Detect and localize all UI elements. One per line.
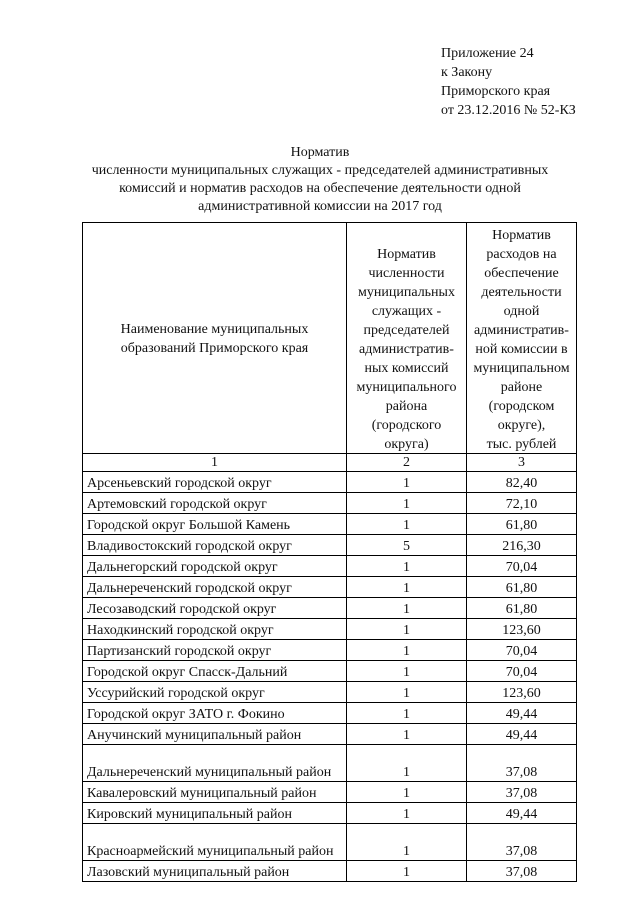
table-row xyxy=(83,598,577,619)
table-row xyxy=(83,745,577,782)
expense-amount: 70,04 xyxy=(467,640,577,661)
staff-count: 5 xyxy=(347,535,467,556)
municipality-name: Дальнереченский муниципальный район xyxy=(83,745,347,782)
header-text: Норматив xyxy=(492,228,551,243)
expense-amount: 70,04 xyxy=(467,661,577,682)
staff-count: 1 xyxy=(347,745,467,782)
appendix-line: к Закону xyxy=(441,65,493,80)
table-row xyxy=(83,640,577,661)
expense-amount: 37,08 xyxy=(467,824,577,861)
title-line: численности муниципальных служащих - председателей административных xyxy=(91,163,549,178)
header-text: округа) xyxy=(384,437,429,452)
header-text: одной xyxy=(503,304,540,319)
header-text: деятельности xyxy=(481,285,562,300)
title-line: административной комиссии на 2017 год xyxy=(198,199,442,214)
header-text: муниципального xyxy=(356,380,457,395)
table-row xyxy=(83,824,577,861)
municipality-name: Лазовский муниципальный район xyxy=(83,861,347,882)
header-text: служащих - xyxy=(371,304,442,319)
header-text: муниципальном xyxy=(473,361,570,376)
municipality-name: Находкинский городской округ xyxy=(83,619,347,640)
table-row xyxy=(83,535,577,556)
document-title xyxy=(60,144,580,216)
staff-count: 1 xyxy=(347,640,467,661)
expense-amount: 123,60 xyxy=(467,682,577,703)
header-text: Наименование муниципальных xyxy=(120,322,309,337)
municipality-name: Арсеньевский городской округ xyxy=(83,472,347,493)
staff-count: 1 xyxy=(347,724,467,745)
municipality-name: Артемовский городской округ xyxy=(83,493,347,514)
header-expense-norm xyxy=(467,223,577,454)
table-row xyxy=(83,782,577,803)
municipality-name: Лесозаводский городской округ xyxy=(83,598,347,619)
expense-amount: 216,30 xyxy=(467,535,577,556)
header-text: тыс. рублей xyxy=(486,437,557,452)
header-staff-norm xyxy=(347,223,467,454)
municipality-name: Кировский муниципальный район xyxy=(83,803,347,824)
municipality-name: Городской округ Большой Камень xyxy=(83,514,347,535)
expense-amount: 82,40 xyxy=(467,472,577,493)
table-row xyxy=(83,493,577,514)
header-text: численности xyxy=(368,266,445,281)
column-number-row xyxy=(83,454,577,472)
staff-count: 1 xyxy=(347,598,467,619)
staff-count: 1 xyxy=(347,472,467,493)
expense-amount: 49,44 xyxy=(467,803,577,824)
header-municipality xyxy=(83,223,347,454)
norms-table xyxy=(82,222,577,882)
municipality-name: Городской округ Спасск-Дальний xyxy=(83,661,347,682)
expense-amount: 123,60 xyxy=(467,619,577,640)
staff-count: 1 xyxy=(347,514,467,535)
table-row xyxy=(83,619,577,640)
appendix-line: Приложение 24 xyxy=(441,46,534,61)
municipality-name: Красноармейский муниципальный район xyxy=(83,824,347,861)
expense-amount: 37,08 xyxy=(467,745,577,782)
table-row xyxy=(83,703,577,724)
staff-count: 1 xyxy=(347,703,467,724)
municipality-name: Кавалеровский муниципальный район xyxy=(83,782,347,803)
table-row xyxy=(83,556,577,577)
title-line: комиссий и норматив расходов на обеспечение деятельности одной xyxy=(119,181,521,196)
table-row xyxy=(83,682,577,703)
staff-count: 1 xyxy=(347,619,467,640)
expense-amount: 37,08 xyxy=(467,861,577,882)
table-row xyxy=(83,724,577,745)
expense-amount: 61,80 xyxy=(467,598,577,619)
staff-count: 1 xyxy=(347,661,467,682)
header-text: Норматив xyxy=(377,247,436,262)
header-text: (городском xyxy=(488,399,555,414)
municipality-name: Уссурийский городской округ xyxy=(83,682,347,703)
column-number: 2 xyxy=(347,454,467,472)
header-text: районе xyxy=(500,380,543,395)
appendix-line: от 23.12.2016 № 52-КЗ xyxy=(441,103,576,118)
column-number: 1 xyxy=(83,454,347,472)
header-text: расходов на xyxy=(486,247,557,262)
staff-count: 1 xyxy=(347,682,467,703)
table-row xyxy=(83,861,577,882)
table-row xyxy=(83,803,577,824)
municipality-name: Дальнегорский городской округ xyxy=(83,556,347,577)
staff-count: 1 xyxy=(347,493,467,514)
municipality-name: Анучинский муниципальный район xyxy=(83,724,347,745)
expense-amount: 49,44 xyxy=(467,724,577,745)
staff-count: 1 xyxy=(347,577,467,598)
header-text: муниципальных xyxy=(358,285,455,300)
municipality-name: Партизанский городской округ xyxy=(83,640,347,661)
expense-amount: 37,08 xyxy=(467,782,577,803)
table-row xyxy=(83,577,577,598)
staff-count: 1 xyxy=(347,556,467,577)
title-line: Норматив xyxy=(290,145,350,160)
header-text: административ- xyxy=(359,342,454,357)
staff-count: 1 xyxy=(347,824,467,861)
header-text: ных комиссий xyxy=(364,361,449,376)
staff-count: 1 xyxy=(347,803,467,824)
expense-amount: 49,44 xyxy=(467,703,577,724)
header-text: образований Приморского края xyxy=(120,341,309,356)
header-text: административ- xyxy=(474,323,569,338)
municipality-name: Городской округ ЗАТО г. Фокино xyxy=(83,703,347,724)
table-row xyxy=(83,472,577,493)
column-number: 3 xyxy=(467,454,577,472)
expense-amount: 72,10 xyxy=(467,493,577,514)
table-row xyxy=(83,661,577,682)
staff-count: 1 xyxy=(347,782,467,803)
table-header-row xyxy=(83,223,577,454)
appendix-line: Приморского края xyxy=(441,84,551,99)
staff-count: 1 xyxy=(347,861,467,882)
header-text: председателей xyxy=(363,323,450,338)
appendix-header xyxy=(441,44,576,120)
header-text: округе), xyxy=(497,418,546,433)
expense-amount: 70,04 xyxy=(467,556,577,577)
expense-amount: 61,80 xyxy=(467,577,577,598)
header-text: района xyxy=(385,399,428,414)
header-text: ной комиссии в xyxy=(475,342,568,357)
expense-amount: 61,80 xyxy=(467,514,577,535)
header-text: (городского xyxy=(371,418,442,433)
municipality-name: Дальнереченский городской округ xyxy=(83,577,347,598)
municipality-name: Владивостокский городской округ xyxy=(83,535,347,556)
header-text: обеспечение xyxy=(484,266,559,281)
table-row xyxy=(83,514,577,535)
